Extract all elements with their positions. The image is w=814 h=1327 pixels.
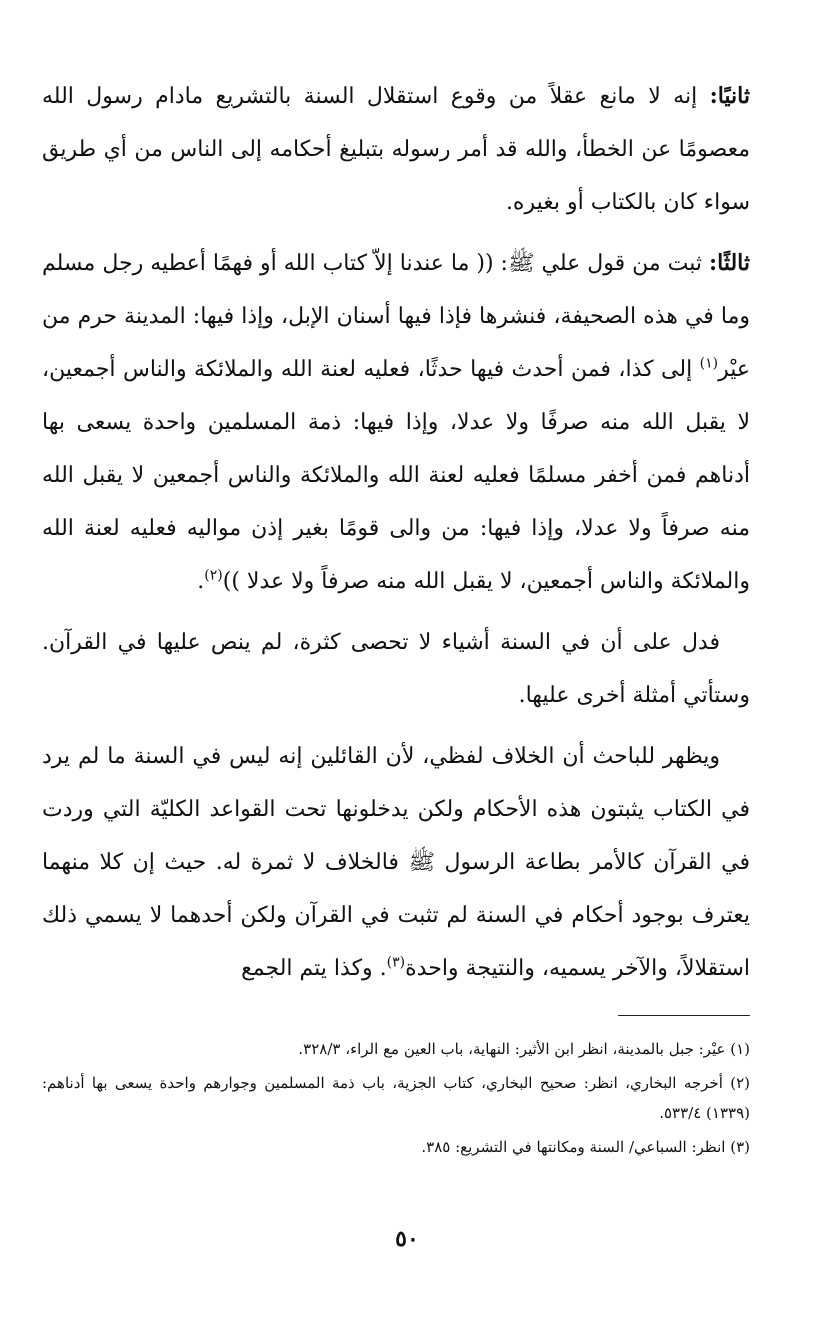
footnotes (42, 1030, 750, 1162)
footnote-text: أخرجه البخاري، انظر: صحيح البخاري، كتاب الجزية، باب ذمة المسلمين وجوارهم واحدة يسعى بها أدناهم: (١٣٣٩) ٥٣٣/٤. (42, 1074, 750, 1122)
paragraph-lead: ثانيًا: (709, 83, 750, 109)
paragraph-text: ثبت من قول علي ﷺ: (( ما عندنا إلاّ كتاب الله أو فهمًا أعطيه رجل مسلم وما في هذه الصحيفة، فنشرها فإذا فيها أسنان الإبل، وإذا فيها: المدينة حرم من عيْر (41, 251, 750, 382)
footnote-ref-1[interactable]: (١) (699, 355, 719, 372)
footnote-text: انظر: السباعي/ السنة ومكانتها في التشريع: ٣٨٥. (421, 1138, 731, 1156)
paragraph-text: فدل على أن في السنة أشياء لا تحصى كثرة، لم ينص عليها في القرآن. وستأتي أمثلة أخرى عليها. (42, 630, 750, 708)
paragraph-lead: ثالثًا: (709, 250, 750, 276)
paragraph-text: إلى كذا، فمن أحدث فيها حدثًا، فعليه لعنة الله والملائكة والناس أجمعين، لا يقبل الله منه صرفًا ولا عدلا، وإذا فيها: ذمة المسلمين واحدة يسعى بها أدناهم فمن أخفر مسلمًا فعليه لعنة الله والملائكة والناس أجمعين لا يقبل الله منه صرفاً ولا عدلا، وإذا فيها: من والى قومًا بغير إذن مواليه فعليه لعنة الله والملائكة والناس أجمعين، لا يقبل الله منه صرفاً ولا عدلا )) (42, 357, 750, 594)
paragraph-text: . وكذا يتم الجمع (241, 956, 387, 981)
footnote-item (42, 1034, 750, 1064)
footnote-item (42, 1132, 750, 1162)
paragraph-text: ويظهر للباحث أن الخلاف لفظي، لأن القائلين إنه ليس في السنة ما لم يرد في الكتاب يثبتون هذه الأحكام ولكن يدخلونها تحت القواعد الكليّة التي وردت في القرآن كالأمر بطاعة الرسول ﷺ فالخلاف لا ثمرة له. حيث إن كلا منهما يعترف بوجود أحكام في السنة لم تثبت في القرآن ولكن أحدهما لا يسمي ذلك استقلالاً، والآخر يسميه، والنتيجة واحدة (42, 744, 750, 981)
paragraph-conclusion (42, 616, 750, 722)
footnote-item (42, 1068, 750, 1128)
footnote-divider (618, 1015, 750, 1016)
paragraph-third (42, 237, 750, 608)
footnote-ref-2[interactable]: (٢) (204, 567, 223, 584)
paragraph-discussion (42, 730, 750, 995)
footnote-number: (١) (730, 1040, 750, 1058)
footnote-number: (٢) (730, 1074, 750, 1092)
main-text (42, 70, 750, 995)
paragraph-text: إنه لا مانع عقلاً من وقوع استقلال السنة بالتشريع مادام رسول الله معصومًا عن الخطأ، والله قد أمر رسوله بتبليغ أحكامه إلى الناس من أي طريق سواء كان بالكتاب أو بغيره. (42, 84, 750, 215)
paragraph-second (42, 70, 750, 229)
paragraph-text: . (197, 569, 205, 594)
footnote-number: (٣) (730, 1138, 750, 1156)
footnote-text: عيْر: جبل بالمدينة، انظر ابن الأثير: النهاية، باب العين مع الراء، ٣٢٨/٣. (298, 1040, 731, 1058)
footnote-ref-3[interactable]: (٣) (386, 954, 406, 971)
page-number: ٥٠ (395, 1226, 419, 1252)
